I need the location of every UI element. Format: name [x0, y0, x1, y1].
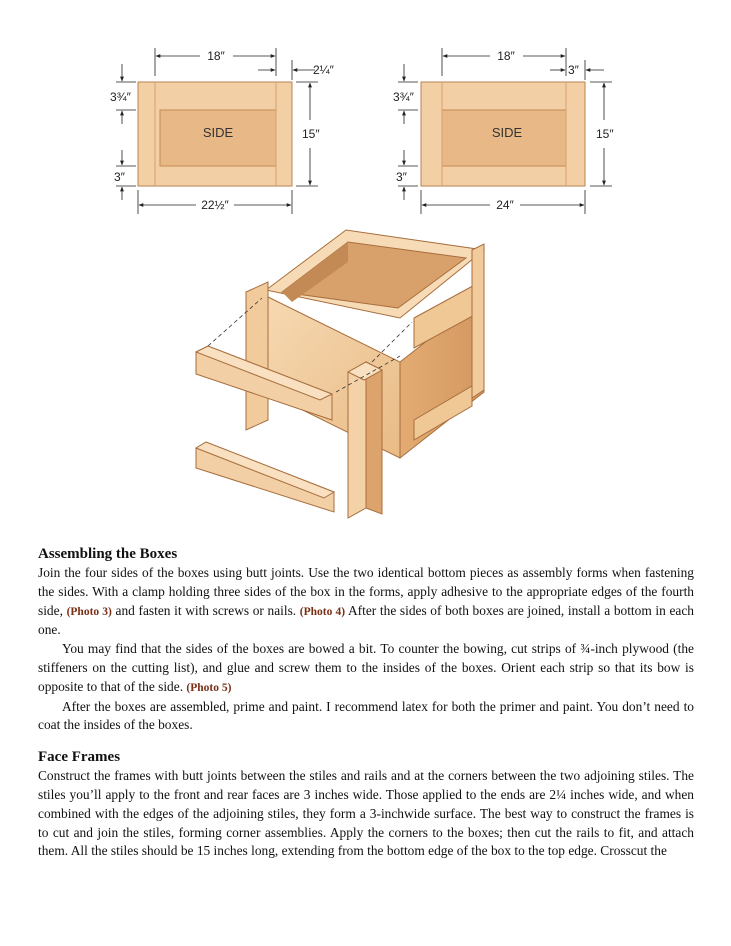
text-run: After the sides of both boxes are joined, install a bottom in each one.	[38, 602, 694, 638]
text-run: Join the four sides of the boxes using butt joints. Use the two identical bottom pieces as assembly forms when fastening the sides. With a clamp holding three sides of the box in the forms, apply adhesive to the appropriate edges of the fourth side,	[38, 565, 694, 618]
section-assembling-boxes	[38, 544, 694, 735]
right-bottom-rail: 3″	[396, 170, 407, 184]
right-height: 15″	[596, 127, 614, 141]
section-face-frames	[38, 747, 694, 861]
photo-3-reference: (Photo 3)	[66, 605, 112, 618]
photo-5-reference: (Photo 5)	[186, 681, 232, 694]
left-overall-width: 22½″	[201, 198, 229, 212]
article-body	[38, 544, 694, 861]
text-run: You may find that the sides of the boxes are bowed a bit. To counter the bowing, cut strips of ¾-inch plywood (the stiffeners on the cutting list), and glue and screw them to the insides of the boxes. Orient each strip so that its bow is opposite to that of the side.	[38, 641, 694, 694]
right-top-rail: 3¾″	[393, 90, 414, 104]
section-title: Face Frames	[38, 749, 121, 766]
paragraph-3: After the boxes are assembled, prime and paint. I recommend latex for both the primer and paint. You don’t need to coat the insides of the boxes.	[38, 698, 694, 733]
left-top-rail: 3¾″	[110, 90, 131, 104]
paragraph-1: Construct the frames with butt joints between the stiles and rails and at the corners between the two adjoining stiles. The stiles you’ll apply to the front and rear faces are 3 inches wide. Those applied to the ends are 2¼ inches wide, and when combined with the edges of the adjoining stiles, they form a 3-inchwide surface. The best way to construct the frames is to cut and join the stiles, forming corner assemblies. Apply the corners to the boxes; then cut the rails to fit, and attach them. All the stiles should be 15 inches long, extending from the bottom edge of the box to the top edge. Crosscut the	[38, 768, 694, 859]
left-side-panel	[110, 48, 335, 214]
right-side-panel	[393, 48, 614, 214]
text-run: and fasten it with screws or nails.	[111, 602, 300, 618]
corner-stile-left	[246, 282, 268, 430]
paragraph-2	[38, 640, 694, 697]
right-edge-offset: 3″	[568, 63, 579, 77]
section-title: Assembling the Boxes	[38, 546, 178, 562]
box-assembly-illustration	[196, 230, 484, 518]
photo-4-reference: (Photo 4)	[299, 605, 346, 618]
right-top-width: 18″	[497, 49, 515, 63]
left-edge-offset: 2¼″	[313, 63, 334, 77]
right-panel-label: SIDE	[491, 125, 523, 140]
left-bottom-rail: 3″	[114, 170, 125, 184]
left-top-width: 18″	[207, 49, 225, 63]
front-corner-stile	[348, 362, 366, 518]
paragraph-1	[38, 564, 694, 640]
right-overall-width: 24″	[496, 198, 514, 212]
left-panel-label: SIDE	[202, 125, 234, 140]
left-height: 15″	[302, 127, 320, 141]
